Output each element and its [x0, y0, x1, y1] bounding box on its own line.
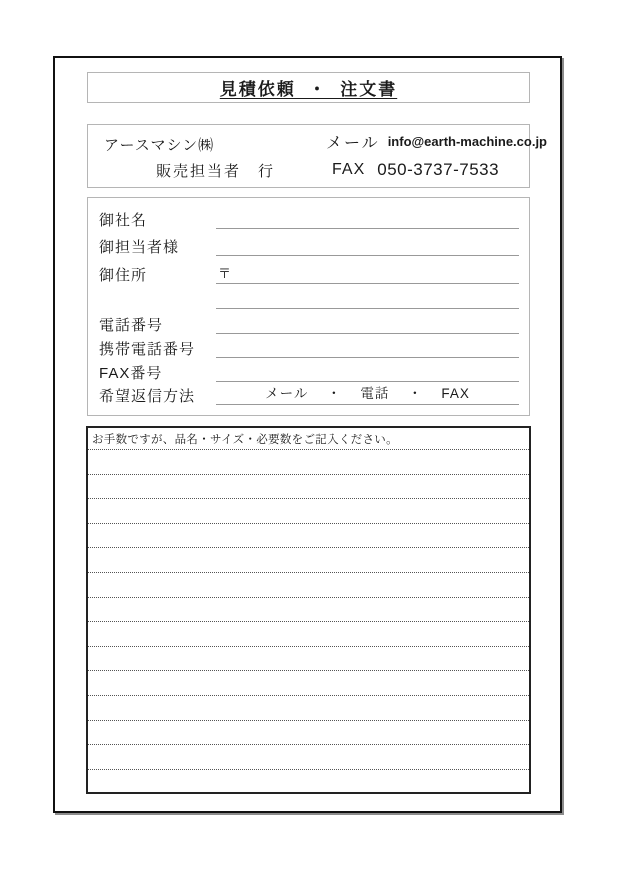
- recipient-attention: 販売担当者 行: [156, 163, 276, 180]
- item-writein-line: [88, 573, 529, 598]
- item-writein-line: [88, 548, 529, 573]
- form-row-reply-method: [99, 382, 519, 405]
- form-row-phone: [99, 309, 519, 334]
- contact-block: [326, 130, 547, 180]
- reply-method-options: メール ・ 電話 ・ FAX: [265, 386, 470, 401]
- reply-method-writein-line: [216, 382, 519, 405]
- phone-field-label: 電話番号: [99, 316, 164, 334]
- reply-method-field-label: 希望返信方法: [99, 387, 196, 405]
- address-field-label: 御住所: [99, 266, 148, 284]
- contact-writein-line: [216, 239, 519, 256]
- mobile-field-label: 携帯電話番号: [99, 340, 196, 358]
- recipient-block: [104, 134, 275, 181]
- postal-mark: 〒: [218, 266, 232, 281]
- form-row-fax: [99, 358, 519, 382]
- form-row-company: [99, 209, 519, 229]
- email-row: [326, 130, 547, 153]
- items-note-row: [88, 428, 529, 450]
- page-title: 見積依頼 ・ 注文書: [219, 80, 398, 99]
- address2-writein-line: [216, 292, 519, 309]
- item-writein-line: [88, 475, 529, 500]
- document-frame: [53, 56, 562, 813]
- item-writein-line: [88, 524, 529, 549]
- fax-row: [332, 160, 526, 180]
- title-box: [87, 72, 530, 103]
- customer-form-box: [87, 197, 530, 416]
- item-writein-line: [88, 745, 529, 770]
- recipient-company: アースマシン㈱: [104, 137, 215, 154]
- fax-number: 050-3737-7533: [377, 160, 500, 179]
- email-address: info@earth-machine.co.jp: [387, 134, 547, 149]
- recipient-box: [87, 124, 547, 188]
- fax-label: FAX: [332, 161, 366, 178]
- items-note: お手数ですが、品名・サイズ・必要数をご記入ください。: [92, 433, 398, 446]
- item-writein-line: [88, 696, 529, 721]
- item-writein-line: [88, 499, 529, 524]
- item-writein-line: [88, 450, 529, 475]
- fax-writein-line: [216, 365, 519, 382]
- form-row-mobile: [99, 334, 519, 358]
- form-row-address: [99, 256, 519, 284]
- items-box: [86, 426, 531, 794]
- mobile-writein-line: [216, 341, 519, 358]
- items-ruled-lines: [88, 450, 529, 770]
- fax-field-label: FAX番号: [99, 364, 163, 382]
- item-writein-line: [88, 598, 529, 623]
- item-writein-line: [88, 721, 529, 746]
- phone-writein-line: [216, 317, 519, 334]
- contact-field-label: 御担当者様: [99, 238, 180, 256]
- email-label: メール: [326, 135, 380, 152]
- company-field-label: 御社名: [99, 211, 148, 229]
- item-writein-line: [88, 671, 529, 696]
- form-row-address-2: [99, 284, 519, 309]
- item-writein-line: [88, 622, 529, 647]
- item-writein-line: [88, 647, 529, 672]
- form-row-contact: [99, 229, 519, 256]
- company-writein-line: [216, 212, 519, 229]
- address-writein-line: [216, 263, 519, 284]
